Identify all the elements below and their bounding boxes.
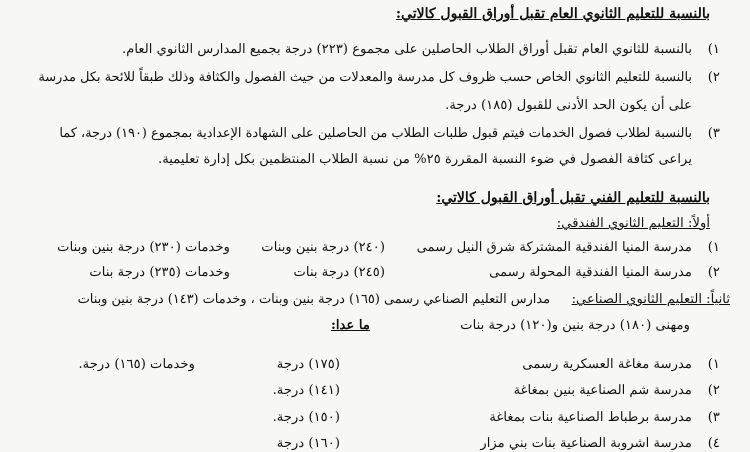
school-name: مدرسة المنيا الفندقية المشتركة شرق النيل رسمى: [416, 240, 692, 255]
item-text-continued: يراعى كثافة الفصول في ضوء النسبة المقررة ٢٥% من نسبة الطلاب المنتظمين بكل إدارة تعليمية.: [158, 152, 692, 167]
hotel-education-label: أولاً: التعليم الثانوي الفندقي:: [556, 216, 710, 231]
item-text: بالنسبة للثانوي العام تقبل أوراق الطلاب الحاصلين على مجموع (٢٢٣) درجة بجميع المدارس الثانوي العام.: [122, 42, 692, 57]
services-score: وخدمات (٢٣٠) درجة بنين وبنات: [57, 240, 230, 255]
item-number: ٣): [707, 126, 720, 141]
school-name: مدرسة برطباط الصناعية بنات بمغاغة: [489, 410, 692, 425]
school-name: مدرسة اشروبة الصناعية بنات بني مزار: [480, 436, 692, 451]
row-number: ٢): [707, 265, 720, 280]
school-score: (٢٤٥) درجة بنات: [293, 265, 385, 280]
vocational-summary: ومهنى (١٨٠) درجة بنين و(١٢٠) درجة بنات: [460, 318, 690, 333]
section2-heading: بالنسبة للتعليم الفني تقبل أوراق القبول كالاتي:: [436, 190, 710, 206]
industrial-education-label: ثانياً: التعليم الثانوي الصناعي:: [571, 292, 730, 307]
school-name: مدرسة شم الصناعية بنين بمغاغة: [513, 383, 692, 398]
school-score: (١٥٠) درجة.: [272, 410, 340, 425]
services-score: وخدمات (١٦٥) درجة.: [78, 357, 195, 372]
row-number: ٢): [707, 383, 720, 398]
services-score: وخدمات (٢٣٥) درجة بنات: [89, 265, 230, 280]
school-score: (١٧٥) درجة: [276, 357, 340, 372]
row-number: ٤): [707, 436, 720, 451]
industrial-summary: مدارس التعليم الصناعي رسمى (١٦٥) درجة بنين وبنات ، وخدمات (١٤٣) درجة بنين وبنات: [77, 292, 550, 307]
item-text: بالنسبة للتعليم الثانوي الخاص حسب ظروف كل مدرسة والمعدلات من حيث الفصول والكثافة وذلك طبقاً للائحة بكل مدرسة: [38, 70, 692, 85]
school-name: مدرسة مغاغة العسكرية رسمى: [522, 357, 692, 372]
except-label: ما عدا:: [331, 318, 370, 333]
item-number: ١): [707, 42, 720, 57]
school-score: (١٦٠) درجة: [276, 436, 340, 451]
item-text: بالنسبة لطلاب فصول الخدمات فيتم قبول طلبات الطلاب من الحاصلين على الشهادة الإعدادية بمجموع (١٩٠) درجة، كما: [59, 126, 692, 141]
school-score: (١٤١) درجة.: [272, 383, 340, 398]
school-name: مدرسة المنيا الفندقية المحولة رسمى: [489, 265, 692, 280]
row-number: ٣): [707, 410, 720, 425]
item-number: ٢): [707, 70, 720, 85]
item-text-continued: على أن يكون الحد الأدنى للقبول (١٨٥) درجة.: [445, 98, 692, 113]
row-number: ١): [707, 240, 720, 255]
row-number: ١): [707, 357, 720, 372]
section1-heading: بالنسبة للتعليم الثانوي العام تقبل أوراق القبول كالاتي:: [395, 6, 710, 22]
school-score: (٢٤٠) درجة بنين وبنات: [261, 240, 385, 255]
